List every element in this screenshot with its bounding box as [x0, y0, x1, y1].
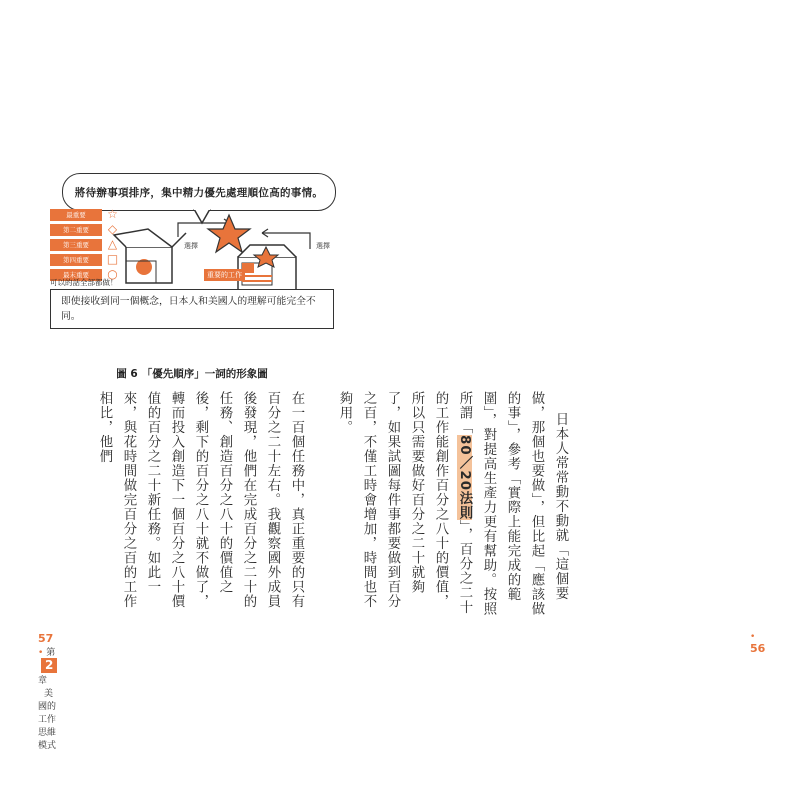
- figure-caption: [44, 366, 340, 381]
- chapter-prefix: 第: [46, 648, 56, 658]
- chapter-title: 美國的工作思維模式: [38, 689, 57, 751]
- paragraph: 」，百分之二十的工作能創作百分之八十的價值，所以只需要做好百分之二十就夠了，如果試圖每件事都要做到百分之百，不僅工時會增加，時間也不夠用。: [337, 391, 472, 615]
- priority-label: 最重要: [50, 209, 102, 221]
- select-label: 選擇: [184, 242, 198, 250]
- right-box-icon: [238, 245, 296, 291]
- caption-text: 「優先順序」一詞的形象圖: [141, 368, 268, 380]
- left-page-footer: 57 • 第2章 美國的工作思維模式: [38, 632, 57, 751]
- note-text: 可以的話全部都做！: [50, 278, 118, 287]
- chapter-suffix: 章: [38, 676, 48, 686]
- priority-label: 第四重要: [50, 254, 102, 266]
- star-outline-icon: ☆: [107, 207, 118, 221]
- right-page-footer: • 56: [750, 632, 766, 655]
- diamond-icon: ◇: [107, 222, 118, 236]
- page-number: 56: [750, 642, 766, 655]
- emphasis-text: 80／20法則: [457, 434, 472, 520]
- paragraph: 在一百個任務中，真正重要的只有百分之二十左右。我觀察國外成員後發現，他們在完成百分之二十的任務、創造百分之八十的價值之後，剩下的百分之八十就不做了，轉而投入創造下一個百分之八十價值的百分之二十新任務。如此一來，與花時間做完百分之百的工作相比，他們: [97, 391, 304, 609]
- select-label: 選擇: [316, 242, 330, 250]
- star-icon: [208, 215, 250, 252]
- figure-6: [44, 163, 340, 358]
- info-box: 即使接收到同一個概念，日本人和美國人的理解可能完全不同。: [50, 289, 334, 329]
- speech-bubble: 將待辦事項排序，集中精力優先處理順位高的事情。: [62, 173, 336, 211]
- paragraph: 日本人常常動不動就「這個要做，那個也要做」，但比起「應該做的事」，參考「實際上能完成的範圍」，對提高生產力更有幫助。按照所謂「: [457, 391, 568, 617]
- left-page-body: [44, 391, 596, 621]
- left-box-icon: [114, 229, 186, 283]
- chapter-number: 2: [41, 658, 57, 673]
- triangle-icon: △: [107, 237, 118, 251]
- square-icon: □: [106, 252, 119, 266]
- priority-label: 最末重要: [50, 269, 102, 281]
- priority-label: 第三重要: [50, 239, 102, 251]
- circle-icon: ○: [107, 267, 118, 281]
- star-label: 重要的工作: [204, 269, 245, 281]
- page-number: 57: [38, 632, 54, 645]
- priority-label: 第二重要: [50, 224, 102, 236]
- figure-number: 圖 6: [116, 368, 138, 380]
